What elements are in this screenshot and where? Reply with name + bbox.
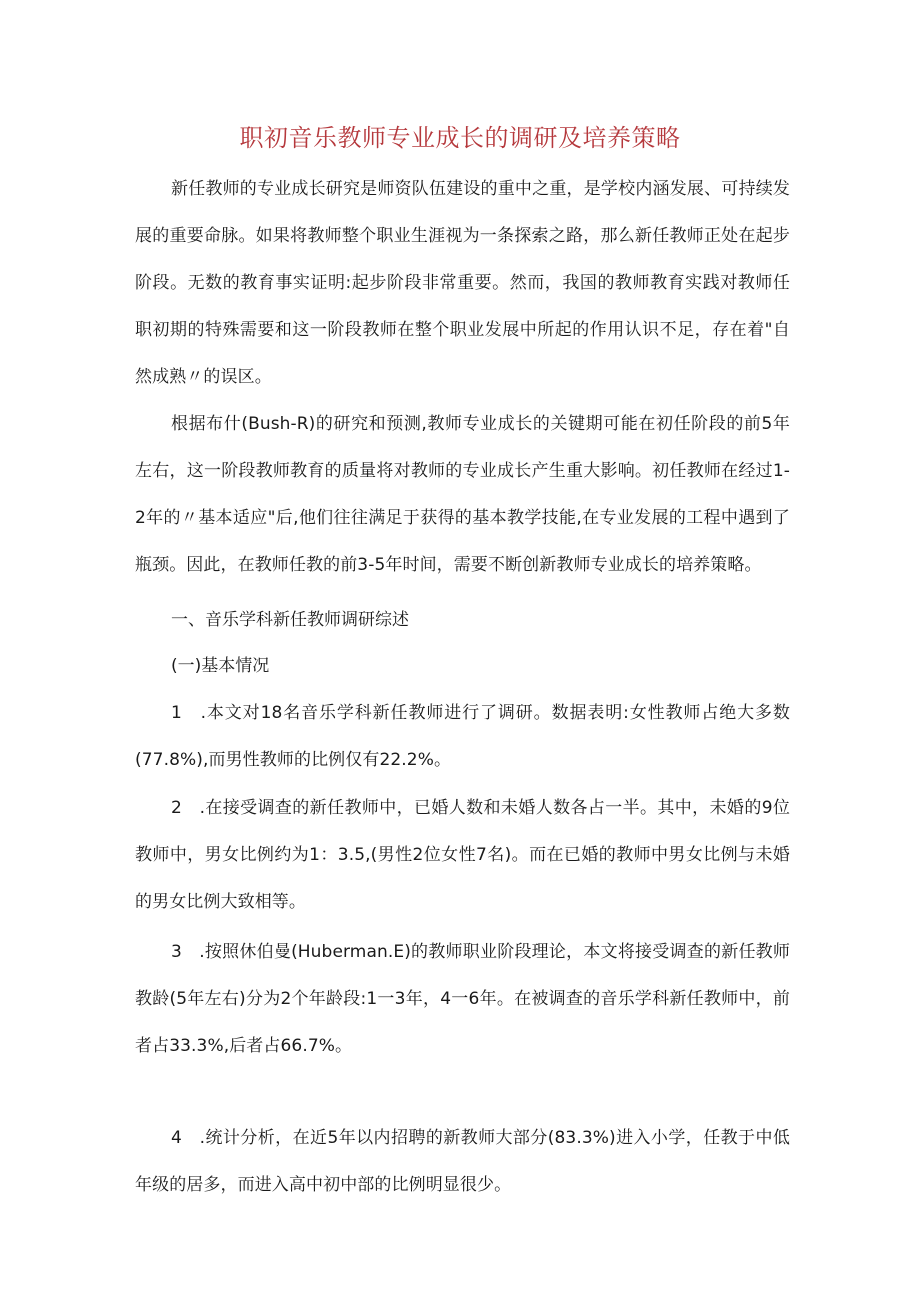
page-title: 职初音乐教师专业成长的调研及培养策略 [239,124,681,152]
list-item-3: 3 .按照休伯曼(Huberman.E)的教师职业阶段理论，本文将接受调查的新任教师教龄(5年左右)分为2个年龄段:1一3年，4一6年。在被调查的音乐学科新任教师中，前者占33.3%,后者占66.7%。 [135,942,790,1056]
intro-paragraph-2: 根据布什(Bush-R)的研究和预测,教师专业成长的关键期可能在初任阶段的前5年左右，这一阶段教师教育的质量将对教师的专业成长产生重大影响。初任教师在经过1-2年的〃基本适应"后,他们往往满足于获得的基本教学技能,在专业发展的工程中遇到了瓶颈。因此，在教师任教的前3-5年时间，需要不断创新教师专业成长的培养策略。 [135,414,790,575]
subsection-heading: (一)基本情况 [171,656,270,676]
list-item-1: 1 .本文对18名音乐学科新任教师进行了调研。数据表明:女性教师占绝大多数(77.8%),而男性教师的比例仅有22.2%。 [135,703,790,770]
list-item-2: 2 .在接受调查的新任教师中，已婚人数和未婚人数各占一半。其中，未婚的9位教师中，男女比例约为1：3.5,(男性2位女性7名)。而在已婚的教师中男女比例与未婚的男女比例大致相等。 [135,798,790,912]
list-item-4: 4 .统计分析，在近5年以内招聘的新教师大部分(83.3%)进入小学，任教于中低年级的居多，而进入高中初中部的比例明显很少。 [135,1128,790,1195]
section-heading: 一、音乐学科新任教师调研综述 [171,610,409,630]
intro-paragraph-1: 新任教师的专业成长研究是师资队伍建设的重中之重，是学校内涵发展、可持续发展的重要命脉。如果将教师整个职业生涯视为一条探索之路，那么新任教师正处在起步阶段。无数的教育事实证明:起步阶段非常重要。然而，我国的教师教育实践对教师任职初期的特殊需要和这一阶段教师在整个职业发展中所起的作用认识不足，存在着"自然成熟〃的误区。 [135,179,790,387]
